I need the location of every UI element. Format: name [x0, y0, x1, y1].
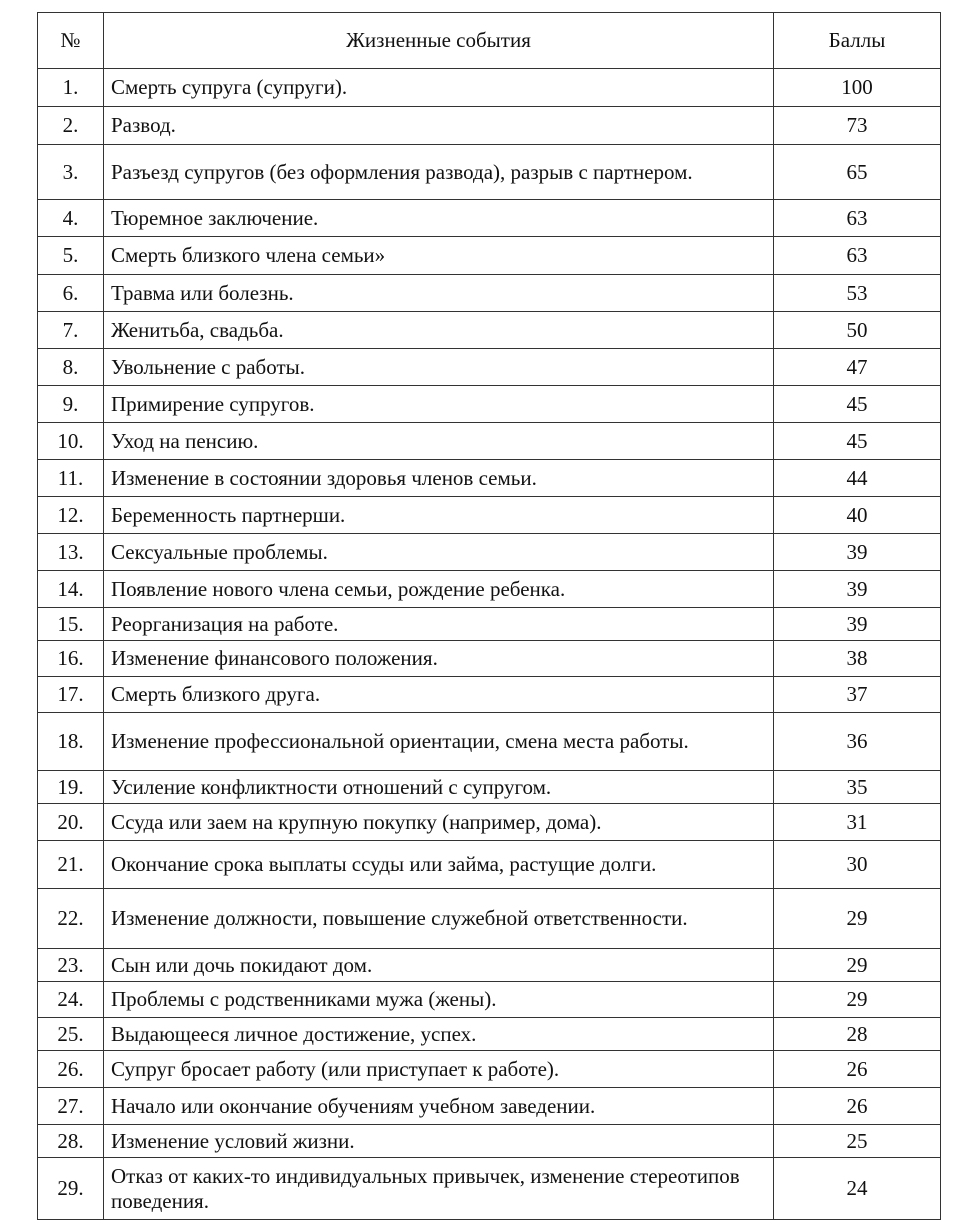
row-score: 65: [774, 145, 941, 200]
row-event: Изменение условий жизни.: [104, 1125, 774, 1158]
row-score: 63: [774, 237, 941, 275]
table-row: [38, 982, 941, 1018]
row-number: 16.: [38, 641, 104, 677]
table-row: [38, 312, 941, 349]
row-event: Травма или болезнь.: [104, 275, 774, 312]
row-score: 45: [774, 386, 941, 423]
row-number: 23.: [38, 949, 104, 982]
table-row: [38, 423, 941, 460]
table-row: [38, 1088, 941, 1125]
row-number: 27.: [38, 1088, 104, 1125]
row-event: Смерть супруга (супруги).: [104, 69, 774, 107]
row-score: 30: [774, 841, 941, 889]
row-number: 18.: [38, 713, 104, 771]
row-event: Сексуальные проблемы.: [104, 534, 774, 571]
header-number: №: [38, 13, 104, 69]
row-event: Проблемы с родственниками мужа (жены).: [104, 982, 774, 1018]
table-row: [38, 1125, 941, 1158]
life-events-table: [37, 12, 941, 1220]
table-body: [38, 69, 941, 1220]
row-event: Появление нового члена семьи, рождение ребенка.: [104, 571, 774, 608]
table-row: [38, 1051, 941, 1088]
row-number: 22.: [38, 889, 104, 949]
row-score: 39: [774, 534, 941, 571]
row-score: 26: [774, 1088, 941, 1125]
table-row: [38, 107, 941, 145]
row-score: 28: [774, 1018, 941, 1051]
row-event: Изменение должности, повышение служебной ответственности.: [104, 889, 774, 949]
table-row: [38, 571, 941, 608]
table-row: [38, 608, 941, 641]
row-score: 100: [774, 69, 941, 107]
row-event: Смерть близкого друга.: [104, 677, 774, 713]
row-score: 29: [774, 982, 941, 1018]
table-row: [38, 145, 941, 200]
row-number: 20.: [38, 804, 104, 841]
row-number: 7.: [38, 312, 104, 349]
row-event: Изменение профессиональной ориентации, смена места работы.: [104, 713, 774, 771]
row-score: 39: [774, 571, 941, 608]
row-score: 29: [774, 949, 941, 982]
table-row: [38, 200, 941, 237]
row-score: 31: [774, 804, 941, 841]
row-event: Примирение супругов.: [104, 386, 774, 423]
row-event: Усиление конфликтности отношений с супругом.: [104, 771, 774, 804]
row-event: Тюремное заключение.: [104, 200, 774, 237]
table-row: [38, 386, 941, 423]
row-score: 63: [774, 200, 941, 237]
row-event: Увольнение с работы.: [104, 349, 774, 386]
table-row: [38, 1018, 941, 1051]
row-score: 40: [774, 497, 941, 534]
row-number: 2.: [38, 107, 104, 145]
row-number: 6.: [38, 275, 104, 312]
row-event: Супруг бросает работу (или приступает к работе).: [104, 1051, 774, 1088]
row-event: Сын или дочь покидают дом.: [104, 949, 774, 982]
row-number: 26.: [38, 1051, 104, 1088]
table-row: [38, 275, 941, 312]
row-score: 47: [774, 349, 941, 386]
row-event: Уход на пенсию.: [104, 423, 774, 460]
row-event: Отказ от каких-то индивидуальных привычек, изменение стереотипов поведения.: [104, 1158, 774, 1220]
row-score: 24: [774, 1158, 941, 1220]
row-event: Смерть близкого члена семьи»: [104, 237, 774, 275]
row-score: 26: [774, 1051, 941, 1088]
table-row: [38, 69, 941, 107]
row-number: 11.: [38, 460, 104, 497]
row-number: 13.: [38, 534, 104, 571]
row-number: 25.: [38, 1018, 104, 1051]
row-number: 29.: [38, 1158, 104, 1220]
row-score: 36: [774, 713, 941, 771]
row-event: Выдающееся личное достижение, успех.: [104, 1018, 774, 1051]
row-score: 45: [774, 423, 941, 460]
table-row: [38, 534, 941, 571]
row-score: 25: [774, 1125, 941, 1158]
row-number: 14.: [38, 571, 104, 608]
table-row: [38, 771, 941, 804]
header-event: Жизненные события: [104, 13, 774, 69]
row-event: Женитьба, свадьба.: [104, 312, 774, 349]
row-score: 38: [774, 641, 941, 677]
row-score: 29: [774, 889, 941, 949]
row-event: Разъезд супругов (без оформления развода), разрыв с партнером.: [104, 145, 774, 200]
table-row: [38, 1158, 941, 1220]
row-number: 1.: [38, 69, 104, 107]
row-number: 28.: [38, 1125, 104, 1158]
table-row: [38, 497, 941, 534]
row-number: 12.: [38, 497, 104, 534]
row-number: 5.: [38, 237, 104, 275]
row-score: 50: [774, 312, 941, 349]
row-number: 8.: [38, 349, 104, 386]
row-number: 10.: [38, 423, 104, 460]
row-number: 21.: [38, 841, 104, 889]
row-score: 39: [774, 608, 941, 641]
row-event: Начало или окончание обучениям учебном заведении.: [104, 1088, 774, 1125]
row-event: Ссуда или заем на крупную покупку (например, дома).: [104, 804, 774, 841]
row-score: 53: [774, 275, 941, 312]
table-row: [38, 349, 941, 386]
row-event: Изменение финансового положения.: [104, 641, 774, 677]
row-number: 3.: [38, 145, 104, 200]
row-number: 9.: [38, 386, 104, 423]
table-row: [38, 460, 941, 497]
row-event: Изменение в состоянии здоровья членов семьи.: [104, 460, 774, 497]
row-score: 35: [774, 771, 941, 804]
table-row: [38, 804, 941, 841]
table-header-row: [38, 13, 941, 69]
row-number: 17.: [38, 677, 104, 713]
row-event: Беременность партнерши.: [104, 497, 774, 534]
header-score: Баллы: [774, 13, 941, 69]
row-number: 24.: [38, 982, 104, 1018]
table-row: [38, 889, 941, 949]
row-score: 44: [774, 460, 941, 497]
row-number: 4.: [38, 200, 104, 237]
table-row: [38, 713, 941, 771]
row-score: 37: [774, 677, 941, 713]
table-row: [38, 677, 941, 713]
row-number: 19.: [38, 771, 104, 804]
row-event: Реорганизация на работе.: [104, 608, 774, 641]
row-score: 73: [774, 107, 941, 145]
table-row: [38, 841, 941, 889]
table-row: [38, 949, 941, 982]
row-event: Окончание срока выплаты ссуды или займа, растущие долги.: [104, 841, 774, 889]
table-row: [38, 641, 941, 677]
row-event: Развод.: [104, 107, 774, 145]
table-row: [38, 237, 941, 275]
row-number: 15.: [38, 608, 104, 641]
